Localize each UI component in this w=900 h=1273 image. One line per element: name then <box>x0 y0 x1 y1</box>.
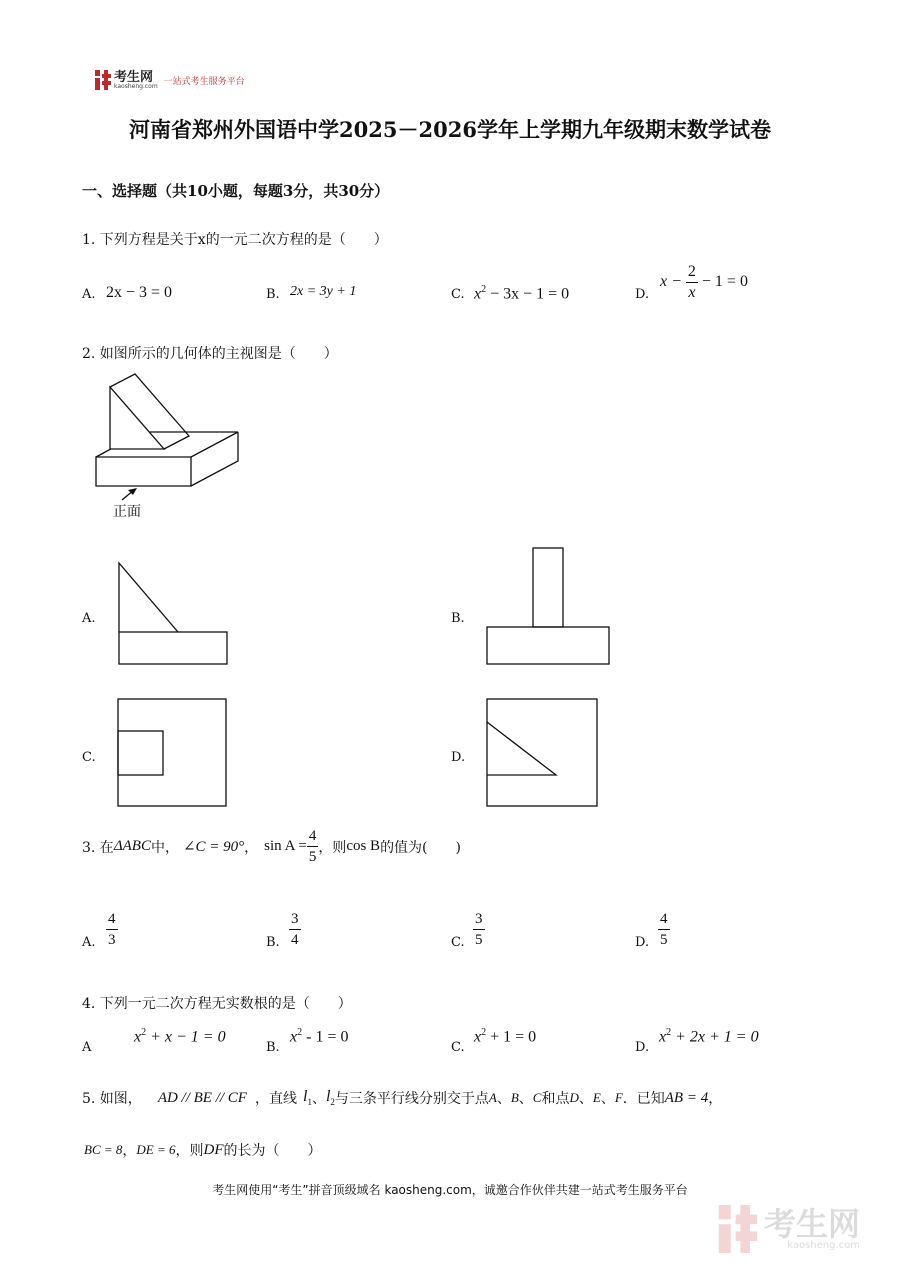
q3-d: $\frac{4}{5}$ <box>660 911 668 948</box>
q4-b: $x^2 - 1 = 0$ <box>290 1027 349 1046</box>
q3-c: $\frac{3}{5}$ <box>475 911 483 948</box>
logo-en: kaosheng.com <box>114 82 158 90</box>
q2-a-label: A. <box>82 611 96 626</box>
q3-b-label: B. <box>266 935 280 950</box>
q2-b-label: B. <box>451 611 465 626</box>
q4-d-label: D. <box>635 1040 650 1055</box>
q2-c-label: C. <box>82 750 96 765</box>
q3-a: $\frac{4}{3}$ <box>108 911 116 948</box>
q4-d: $x^2 + 2x + 1 = 0$ <box>659 1027 759 1046</box>
q5-stem-line2: BC = 8 ， DE = 6 ，则 DF 的长为（ ） <box>84 1141 322 1159</box>
logo-cn: 考生网 <box>114 69 154 85</box>
q4-c: $x^2 + 1 = 0$ <box>474 1027 537 1046</box>
logo-slogan: 一站式考生服务平台 <box>163 76 245 87</box>
q1-d-label: D. <box>635 287 650 302</box>
q3-stem: 3. 在 ΔABC 中， ∠C = 90° ， sin A = $\frac{4}{5}$ ，则 cos B 的值为( ) <box>82 828 461 865</box>
q1-b-label: B. <box>266 287 280 302</box>
watermark-cn: 考生网 <box>764 1204 861 1243</box>
q1-stem: 1. 下列方程是关于x的一元二次方程的是（ ） <box>82 232 388 248</box>
q5-stem-line1: 5. 如图， AD // BE // CF ，直线 $l_1$ 、 $l_2$ 与三条平行线分别交于点 A 、 B 、 C 和点 D 、 E 、 F ．已知 AB = 4 ， <box>82 1088 723 1108</box>
q1-a: 2x − 3 = 0 <box>106 284 173 301</box>
q3-c-label: C. <box>451 935 465 950</box>
q3-a-label: A. <box>82 935 96 950</box>
q3-d-label: D. <box>635 935 650 950</box>
q4-a-label: A <box>82 1040 92 1055</box>
q3-b: $\frac{3}{4}$ <box>291 911 299 948</box>
q1-c: $x^2 - 3x - 1 = 0$ <box>474 284 570 303</box>
watermark <box>718 1205 860 1253</box>
q2-front-label: 正面 <box>113 504 141 520</box>
q2-stem: 2. 如图所示的几何体的主视图是（ ） <box>82 346 338 362</box>
page-footer: 考生网使用“考生”拼音顶级域名 kaosheng.com，诚邀合作伙伴共建一站式考生服务平台 <box>212 1183 688 1197</box>
q4-c-label: C. <box>451 1040 465 1055</box>
q2-d-label: D. <box>451 750 466 765</box>
q1-c-label: C. <box>451 287 465 302</box>
q4-b-label: B. <box>266 1040 280 1055</box>
q1-a-label: A. <box>82 287 96 302</box>
q1-d: x − $\frac{2}{x}$ − 1 = 0 <box>660 263 748 301</box>
watermark-en: kaosheng.com <box>787 1239 861 1251</box>
watermark-logo-icon <box>718 1205 758 1253</box>
q4-stem: 4. 下列一元二次方程无实数根的是（ ） <box>82 996 352 1012</box>
q1-b: 2x = 3y + 1 <box>290 284 357 299</box>
section-heading: 一、选择题（共10小题，每题3分，共30分） <box>82 182 390 200</box>
page-title: 河南省郑州外国语中学2025－2026学年上学期九年级期末数学试卷 <box>129 117 771 142</box>
q4-a: $x^2 + x - 1 = 0$ <box>134 1027 226 1046</box>
